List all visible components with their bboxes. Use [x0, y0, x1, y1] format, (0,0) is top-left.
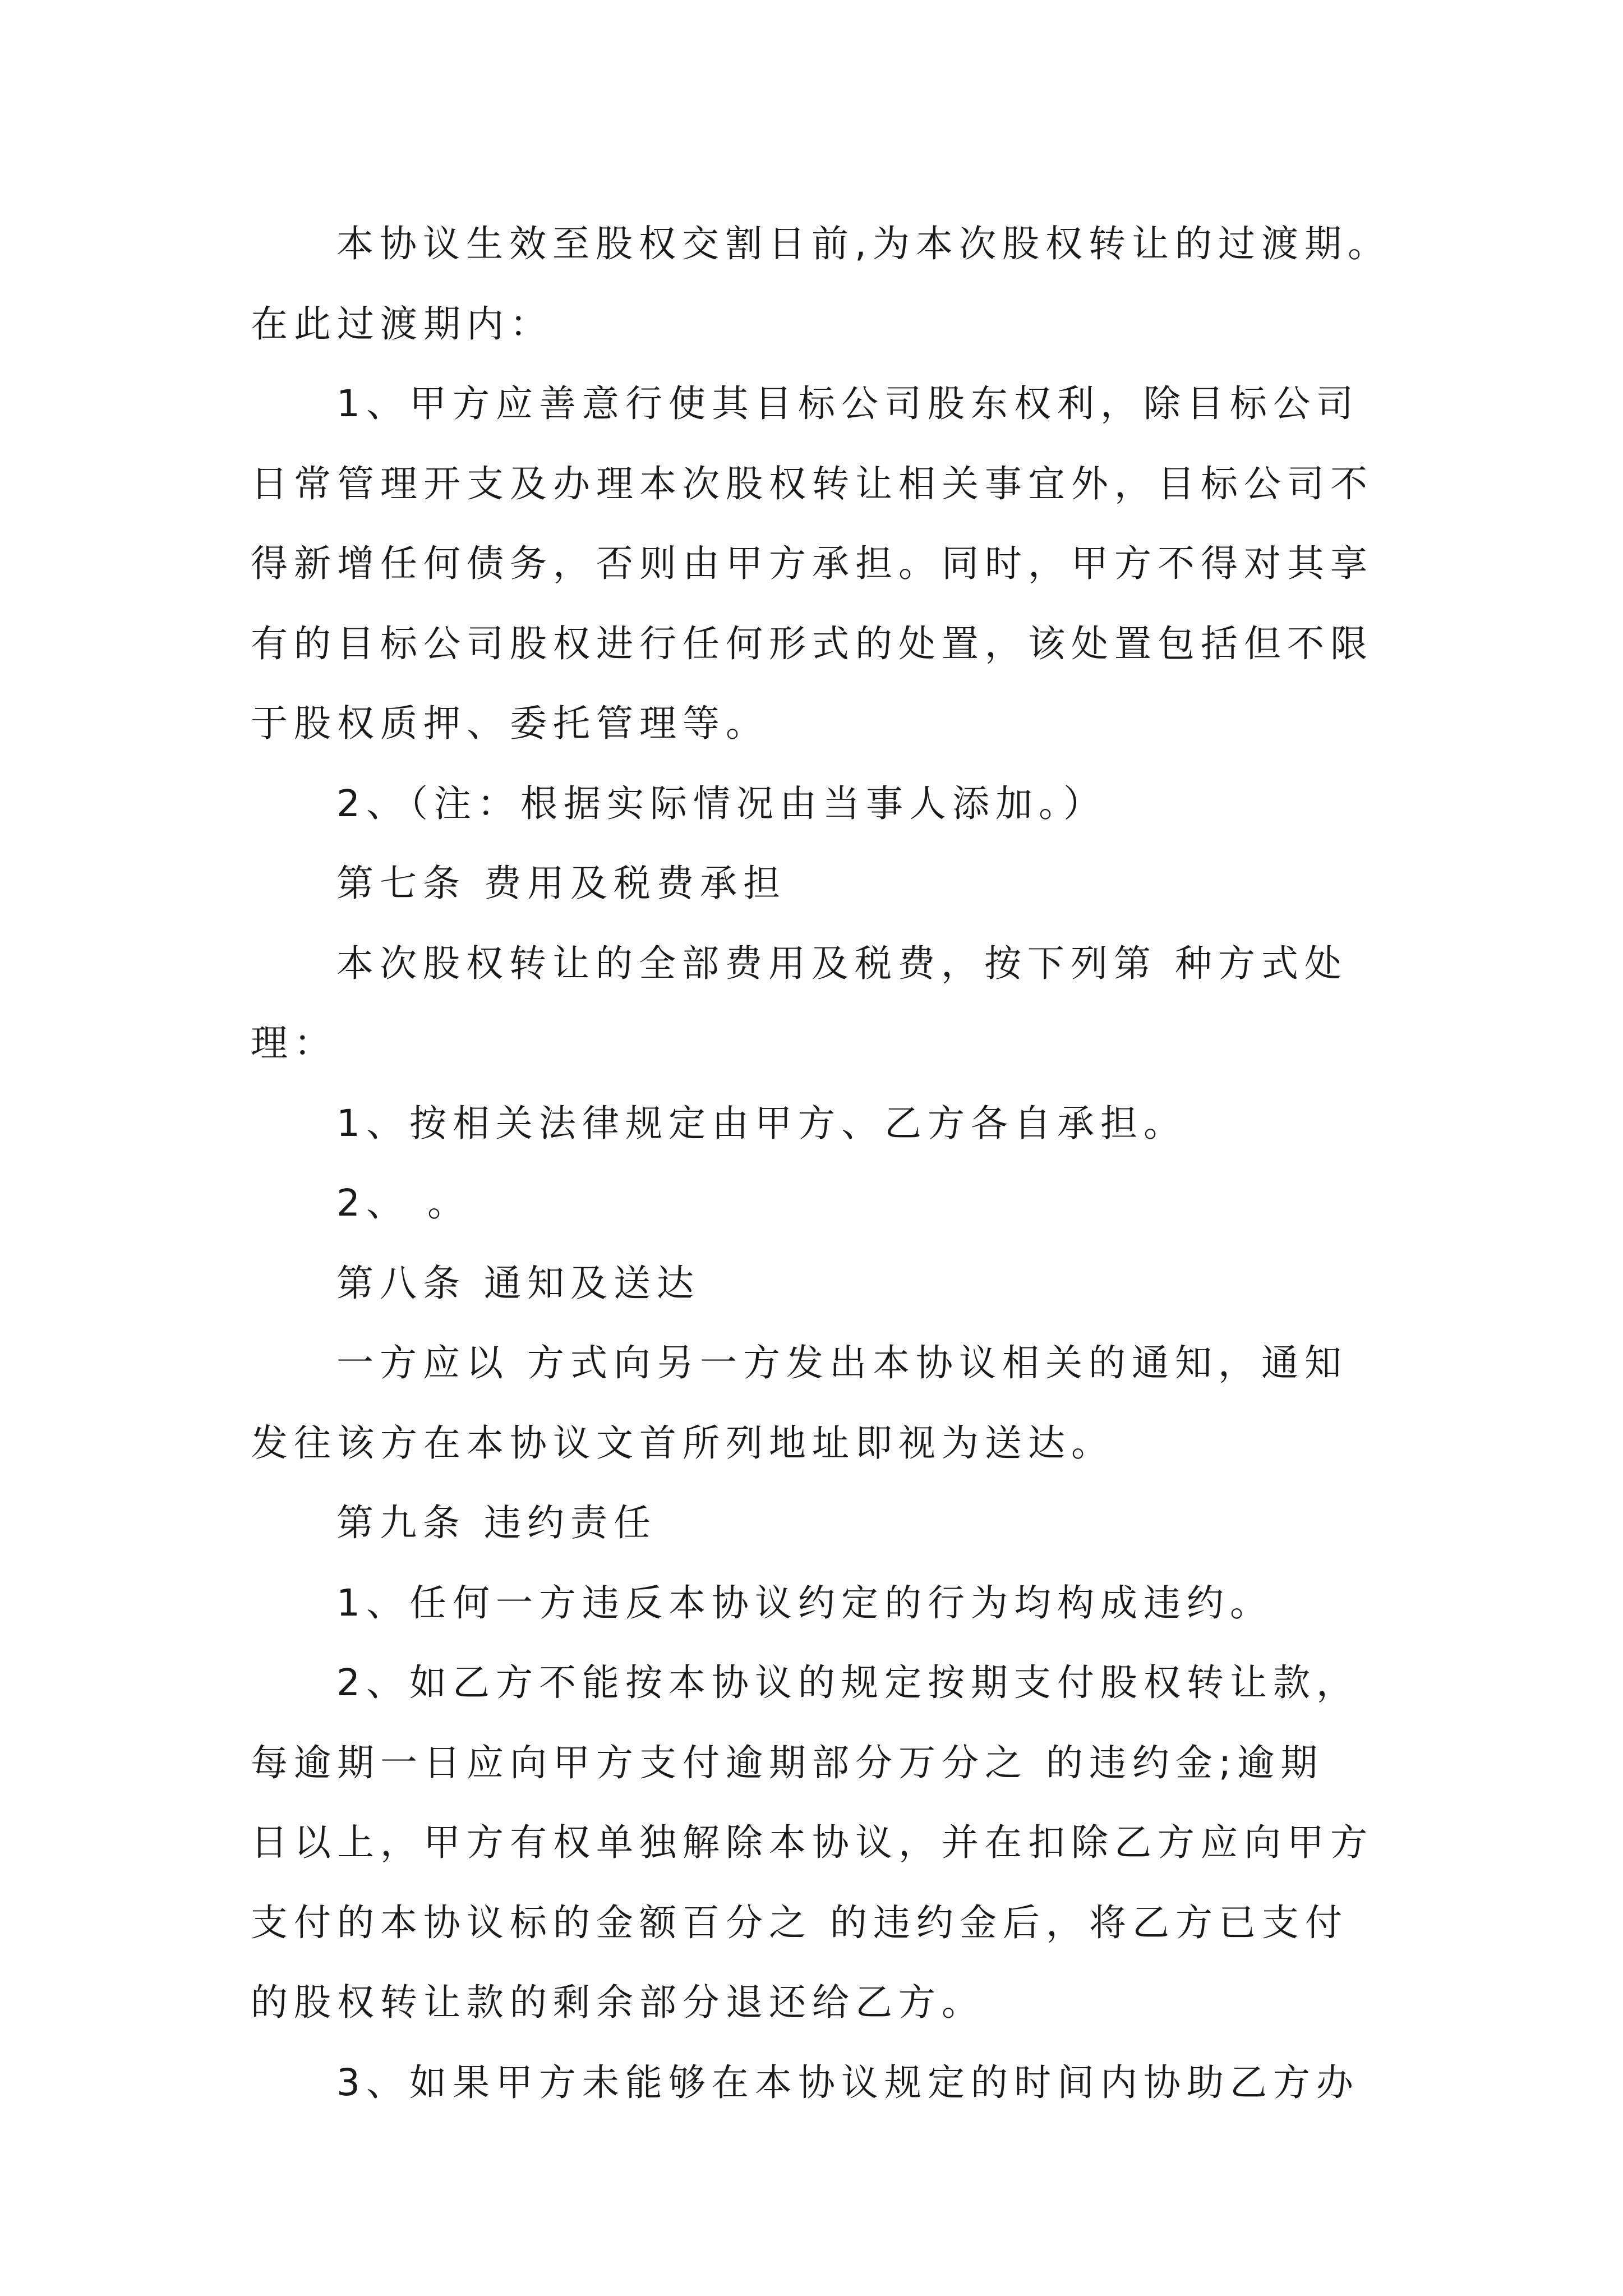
paragraph-transition-period: 本协议生效至股权交割日前,为本次股权转让的过渡期。: [336, 222, 1391, 265]
paragraph-line: 有的目标公司股权进行任何形式的处置，该处置包括但不限: [251, 622, 1373, 665]
paragraph-line: 的股权转让款的剩余部分退还给乙方。: [251, 1981, 985, 2024]
paragraph-line: 在此过渡期内：: [251, 302, 553, 346]
article-7-heading: 第七条 费用及税费承担: [336, 862, 786, 905]
paragraph-line: 理：: [251, 1022, 337, 1065]
breach-item-2: 2、如乙方不能按本协议的规定按期支付股权转让款，: [336, 1661, 1359, 1704]
breach-item-3: 3、如果甲方未能够在本协议规定的时间内协助乙方办: [336, 2061, 1359, 2104]
paragraph-line: 得新增任何债务，否则由甲方承担。同时，甲方不得对其享: [251, 542, 1373, 585]
fees-item-1: 1、按相关法律规定由甲方、乙方各自承担。: [336, 1102, 1187, 1145]
paragraph-line: 日常管理开支及办理本次股权转让相关事宜外，目标公司不: [251, 462, 1373, 505]
paragraph-notice: 一方应以 方式向另一方发出本协议相关的通知，通知: [336, 1341, 1348, 1384]
paragraph-line: 支付的本协议标的金额百分之 的违约金后，将乙方已支付: [251, 1901, 1348, 1944]
paragraph-fees: 本次股权转让的全部费用及税费，按下列第 种方式处: [336, 942, 1348, 985]
breach-item-1: 1、任何一方违反本协议约定的行为均构成违约。: [336, 1581, 1273, 1625]
article-9-heading: 第九条 违约责任: [336, 1501, 657, 1544]
paragraph-line: 于股权质押、委托管理等。: [251, 702, 769, 745]
article-8-heading: 第八条 通知及送达: [336, 1262, 700, 1305]
clause-item-1: 1、甲方应善意行使其目标公司股东权利，除目标公司: [336, 382, 1359, 425]
paragraph-line: 每逾期一日应向甲方支付逾期部分万分之 的违约金;逾期: [251, 1741, 1324, 1784]
clause-item-2-note: 2、（注：根据实际情况由当事人添加。）: [336, 782, 1106, 825]
fees-item-2: 2、 。: [336, 1181, 471, 1225]
paragraph-line: 日以上，甲方有权单独解除本协议，并在扣除乙方应向甲方: [251, 1821, 1373, 1864]
paragraph-line: 发往该方在本协议文首所列地址即视为送达。: [251, 1421, 1114, 1465]
